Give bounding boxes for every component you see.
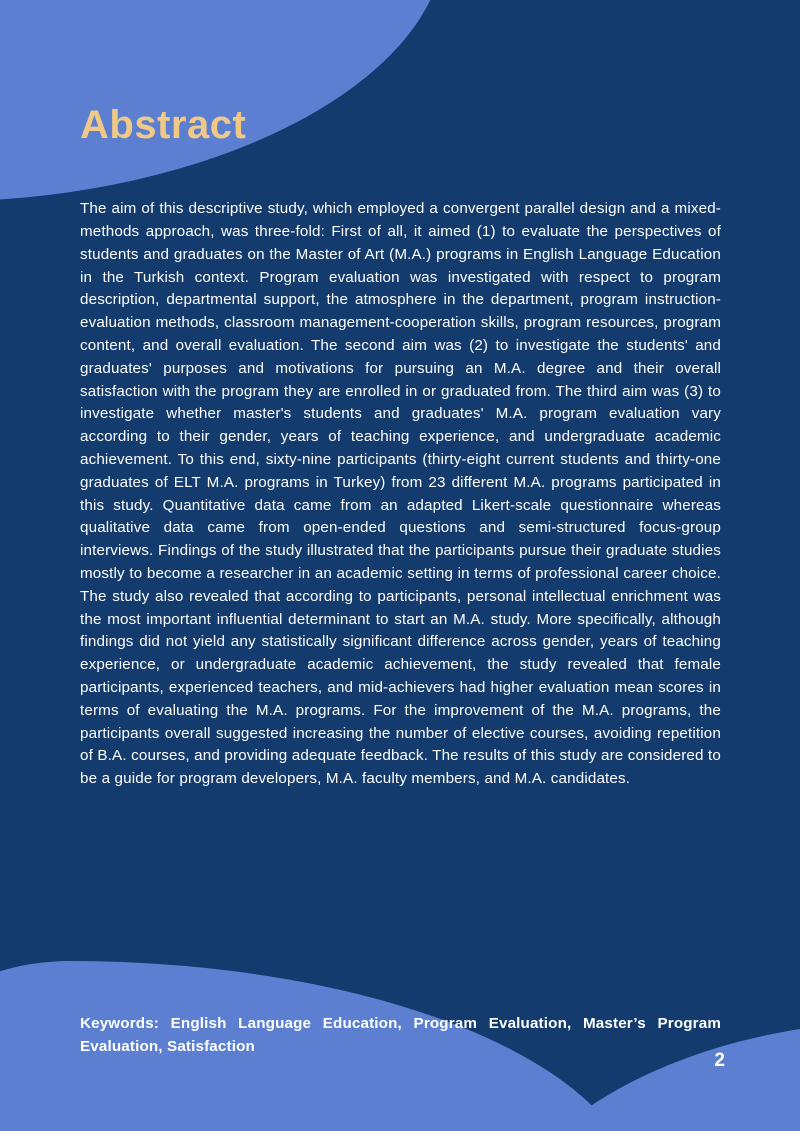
page-number: 2 (714, 1050, 725, 1071)
abstract-keywords: Keywords: English Language Education, Program Evaluation, Master’s Program Evaluation, Satisfaction (80, 1015, 721, 1055)
abstract-body-text: The aim of this descriptive study, which employed a convergent parallel design and a mixed-methods approach, was three-fold: First of all, it aimed (1) to evaluate the perspectives of students and graduates on the Master of Art (M.A.) programs in English Language Education in the Turkish context. Program evaluation was investigated with respect to program description, departmental support, the atmosphere in the department, program instruction-evaluation methods, classroom management-cooperation skills, program resources, program content, and overall evaluation. The second aim was (2) to investigate the students' and graduates' purposes and motivations for pursuing an M.A. degree and their overall satisfaction with the program they are enrolled in or graduated from. The third aim was (3) to investigate whether master's students and graduates' M.A. program evaluation vary according to their gender, years of teaching experience, and undergraduate academic achievement. To this end, sixty-nine participants (thirty-eight current students and thirty-one graduates of ELT M.A. programs in Turkey) from 23 different M.A. programs participated in this study. Quantitative data came from an adapted Likert-scale questionnaire whereas qualitative data came from open-ended questions and semi-structured focus-group interviews. Findings of the study illustrated that the participants pursue their graduate studies mostly to become a researcher in an academic setting in terms of professional career choice. The study also revealed that according to participants, personal intellectual enrichment was the most important influential determinant to start an M.A. study. More specifically, although findings did not yield any statistically significant difference across gender, years of teaching experience, or undergraduate academic achievement, the study revealed that female participants, experienced teachers, and mid-achievers had higher evaluation mean scores in terms of evaluating the M.A. programs. For the improvement of the M.A. programs, the participants overall suggested increasing the number of elective courses, avoiding repetition of B.A. courses, and providing adequate feedback. The results of this study are considered to be a guide for program developers, M.A. faculty members, and M.A. candidates. (80, 200, 721, 788)
page-title: Abstract (80, 102, 247, 147)
